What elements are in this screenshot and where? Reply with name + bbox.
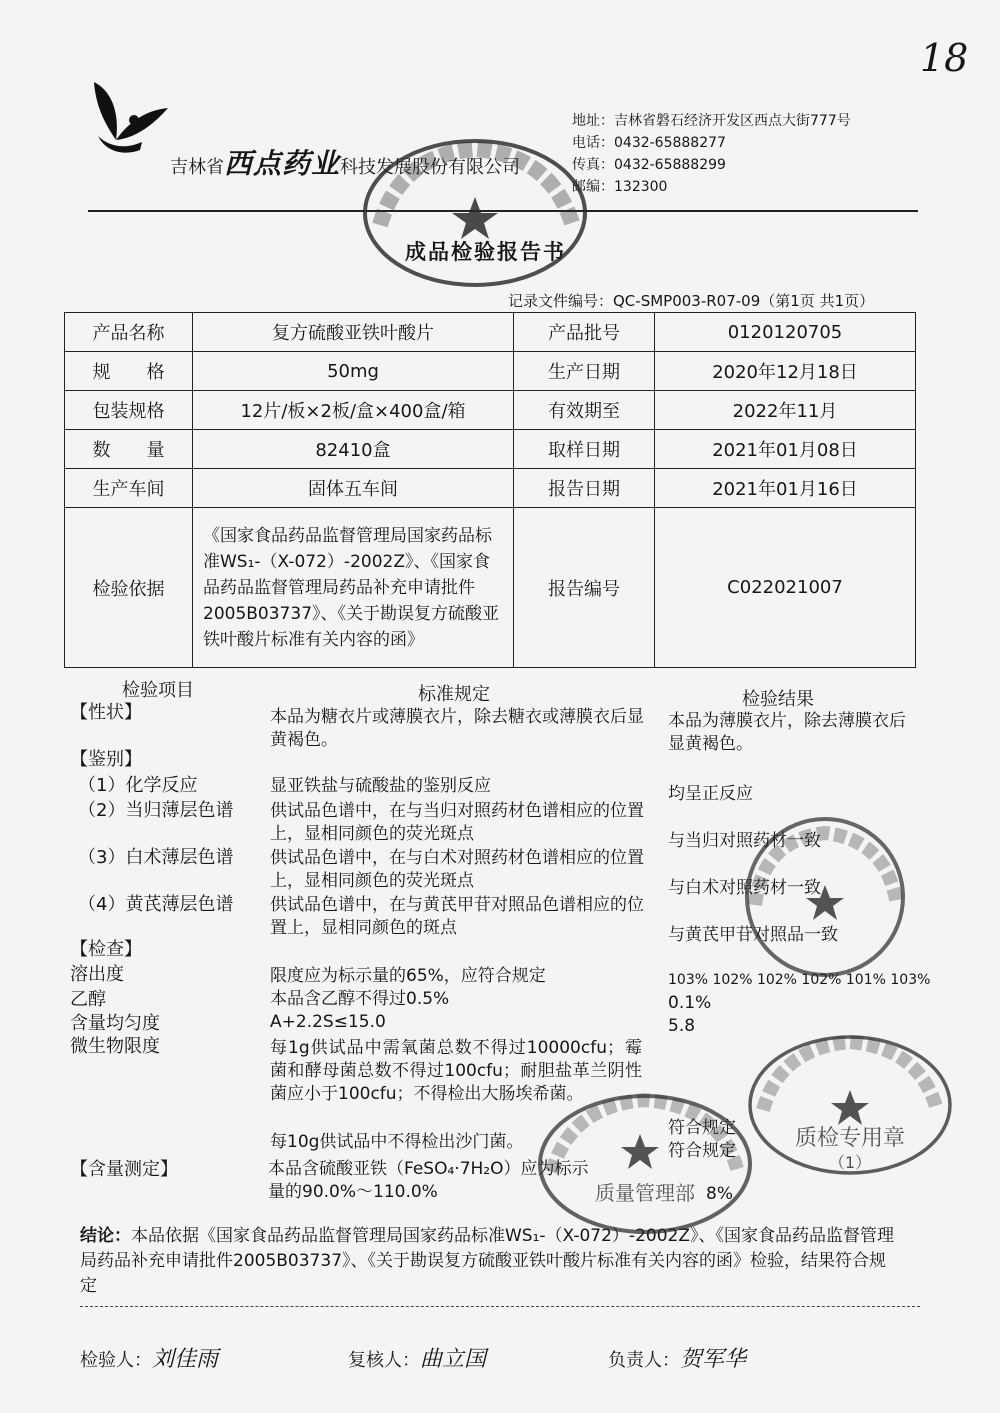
inspector-name: 刘佳雨 xyxy=(152,1347,219,1372)
character-standard: 本品为糖衣片或薄膜衣片，除去糖衣或薄膜衣后显黄褐色。 xyxy=(270,707,644,750)
reviewer-name: 曲立国 xyxy=(420,1347,487,1372)
cell-label: 有效期至 xyxy=(514,391,655,430)
postcode: 邮编：132300 xyxy=(572,179,668,195)
section-identification: 【鉴别】 xyxy=(70,749,142,770)
cell-label: 产品批号 xyxy=(514,313,655,352)
cell-label: 报告日期 xyxy=(514,469,655,508)
table-row xyxy=(65,508,916,668)
table-row xyxy=(65,430,916,469)
section-assay: 【含量测定】 xyxy=(70,1159,178,1180)
cell-label: 生产日期 xyxy=(514,352,655,391)
page-title: 成品检验报告书 xyxy=(405,240,566,264)
dissolution-result: 103% 102% 102% 102% 101% 103% xyxy=(668,972,931,988)
table-row xyxy=(65,391,916,430)
company-seal xyxy=(360,135,590,290)
cell-value: 2021年01月16日 xyxy=(655,469,916,508)
ident-item-standard: 供试品色谱中，在与当归对照药材色谱相应的位置上，显相同颜色的荧光斑点 xyxy=(270,801,644,844)
product-info-table xyxy=(64,312,916,668)
cell-label: 包装规格 xyxy=(65,391,193,430)
section-check: 【检查】 xyxy=(70,939,142,960)
address: 地址：吉林省磐石经济开发区西点大街777号 xyxy=(572,113,851,129)
ident-item-result: 与黄芪甲苷对照品一致 xyxy=(668,925,838,945)
microbial-standard-salmonella: 每10g供试品中不得检出沙门菌。 xyxy=(270,1132,524,1152)
table-row xyxy=(65,469,916,508)
conclusion-text: 本品依据《国家食品药品监督管理局国家药品标准WS₁-（X-072）-2002Z》、《国家食品药品监督管理局药品补充申请批件2005B03737》、《关于勘误复方硫酸亚铁叶酸片标准有关内容的函》检验，结果符合规定 xyxy=(80,1226,894,1296)
uniformity-result: 5.8 xyxy=(668,1016,696,1036)
company-name: 吉林省西点药业科技发展股份有限公司 xyxy=(170,147,521,180)
ethanol-result: 0.1% xyxy=(668,993,712,1013)
ident-item-standard: 供试品色谱中，在与黄芪甲苷对照品色谱相应的位置上，显相同颜色的斑点 xyxy=(270,895,644,938)
manager-signature xyxy=(608,1342,746,1373)
inspection-basis: 《国家食品药品监督管理局国家药品标准WS₁-（X-072）-2002Z》、《国家食品药品监督管理局药品补充申请批件2005B03737》、《关于勘误复方硫酸亚铁叶酸片标准有关内容的函》 xyxy=(193,508,514,668)
cell-label: 报告编号 xyxy=(514,508,655,668)
microbial-name: 微生物限度 xyxy=(70,1036,160,1057)
microbial-standard: 每1g供试品中需氧菌总数不得过10000cfu；霉菌和酵母菌总数不得过100cfu；耐胆盐革兰阴性菌应小于100cfu；不得检出大肠埃希菌。 xyxy=(270,1038,642,1104)
ethanol-name: 乙醇 xyxy=(70,989,106,1010)
page-mark: 18 xyxy=(920,36,969,80)
county-seal xyxy=(715,815,935,980)
reviewer-label: 复核人： xyxy=(348,1350,420,1371)
ident-item-standard: 显亚铁盐与硫酸盐的鉴别反应 xyxy=(270,776,491,796)
ident-item-name: （2）当归薄层色谱 xyxy=(78,800,234,821)
cell-label: 产品名称 xyxy=(65,313,193,352)
record-number: 记录文件编号：QC-SMP003-R07-09（第1页 共1页） xyxy=(508,292,875,310)
column-standard: 标准规定 xyxy=(418,684,490,705)
fax: 传真：0432-65888299 xyxy=(572,157,726,173)
manager-name: 贺军华 xyxy=(680,1347,747,1372)
signature-divider xyxy=(80,1306,920,1307)
quality-dept-seal xyxy=(530,1088,760,1238)
manager-label: 负责人： xyxy=(608,1350,680,1371)
report-number: C022021007 xyxy=(655,508,916,668)
cell-value: 复方硫酸亚铁叶酸片 xyxy=(193,313,514,352)
table-row xyxy=(65,352,916,391)
assay-standard: 本品含硫酸亚铁（FeSO₄·7H₂O）应为标示 xyxy=(268,1159,589,1179)
ident-item-name: （4）黄芪薄层色谱 xyxy=(78,894,234,915)
salmonella-result: 符合规定 xyxy=(668,1141,736,1161)
assay-result: 8% xyxy=(706,1184,733,1204)
cell-value: 2021年01月08日 xyxy=(655,430,916,469)
qc-seal xyxy=(745,1030,955,1180)
dissolution-name: 溶出度 xyxy=(70,964,124,985)
cell-value: 0120120705 xyxy=(655,313,916,352)
ethanol-standard: 本品含乙醇不得过0.5% xyxy=(270,989,450,1009)
ident-item-result: 均呈正反应 xyxy=(668,784,753,804)
ident-item-standard: 供试品色谱中，在与白术对照药材色谱相应的位置上，显相同颜色的荧光斑点 xyxy=(270,848,644,891)
ident-item-name: （1）化学反应 xyxy=(78,775,198,796)
uniformity-name: 含量均匀度 xyxy=(70,1013,160,1034)
svg-text:（1）: （1） xyxy=(828,1153,872,1172)
section-character: 【性状】 xyxy=(70,702,142,723)
cell-label: 规 格 xyxy=(65,352,193,391)
inspector-label: 检验人： xyxy=(80,1350,152,1371)
microbial-result: 符合规定 xyxy=(668,1118,736,1138)
cell-value: 50mg xyxy=(193,352,514,391)
cell-value: 2022年11月 xyxy=(655,391,916,430)
inspector-signature xyxy=(80,1342,218,1373)
svg-text:质量管理部: 质量管理部 xyxy=(595,1181,695,1205)
cell-value: 12片/板×2板/盒×400盒/箱 xyxy=(193,391,514,430)
cell-value: 2020年12月18日 xyxy=(655,352,916,391)
cell-value: 固体五车间 xyxy=(193,469,514,508)
svg-text:质检专用章: 质检专用章 xyxy=(794,1126,906,1151)
ident-item-result: 与当归对照药材一致 xyxy=(668,831,821,851)
ident-item-name: （3）白术薄层色谱 xyxy=(78,847,234,868)
column-item: 检验项目 xyxy=(122,680,194,701)
column-result: 检验结果 xyxy=(742,689,814,710)
uniformity-standard: A+2.2S≤15.0 xyxy=(270,1012,386,1032)
cell-value: 82410盒 xyxy=(193,430,514,469)
phone: 电话：0432-65888277 xyxy=(572,135,726,151)
conclusion xyxy=(80,1224,895,1299)
cell-label: 生产车间 xyxy=(65,469,193,508)
cell-label: 取样日期 xyxy=(514,430,655,469)
contact-info xyxy=(572,110,851,198)
conclusion-label: 结论： xyxy=(80,1226,131,1246)
dissolution-standard: 限度应为标示量的65%，应符合规定 xyxy=(270,966,546,986)
assay-standard-range: 量的90.0%～110.0% xyxy=(268,1182,438,1202)
table-row xyxy=(65,313,916,352)
company-logo xyxy=(90,80,170,159)
cell-label: 检验依据 xyxy=(65,508,193,668)
cell-label: 数 量 xyxy=(65,430,193,469)
reviewer-signature xyxy=(348,1342,486,1373)
character-result: 本品为薄膜衣片，除去薄膜衣后显黄褐色。 xyxy=(668,711,906,754)
ident-item-result: 与白术对照药材一致 xyxy=(668,878,821,898)
